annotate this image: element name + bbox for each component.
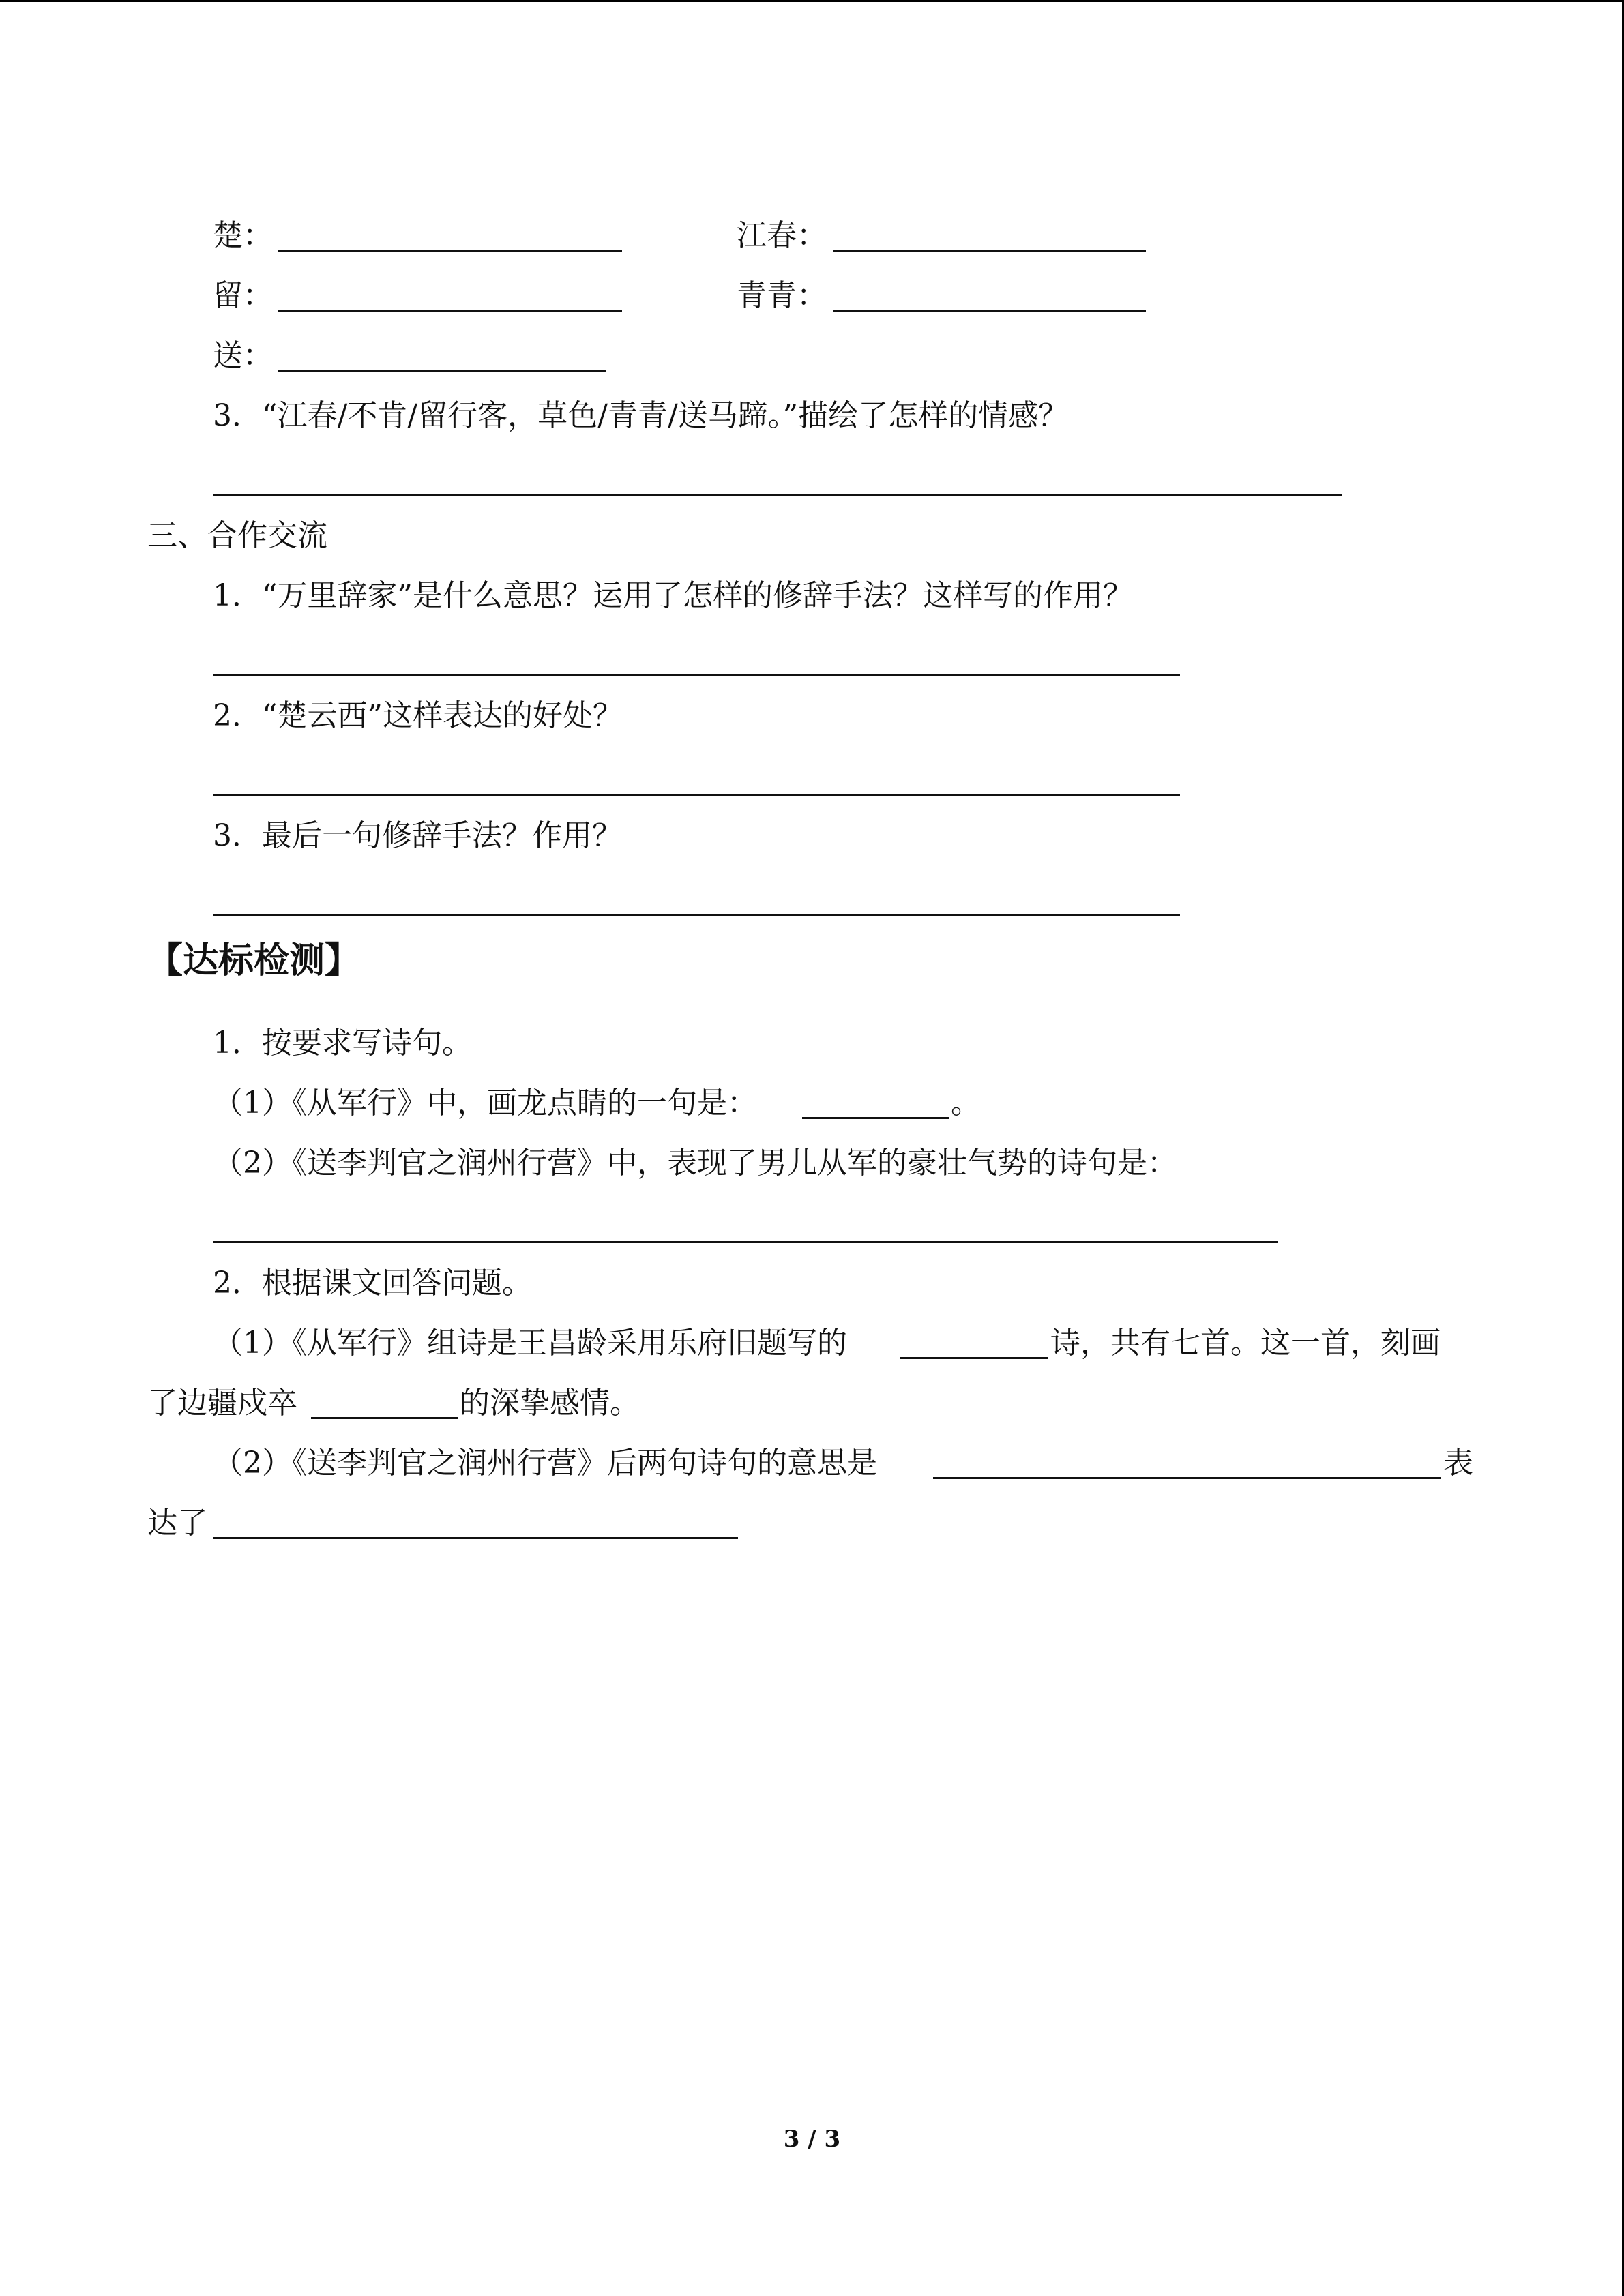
blank-q2-1-emotion[interactable] [311,1417,458,1419]
section-heading-cooperation: 三、合作交流 [147,518,327,553]
test-question-2: 2．根据课文回答问题。 [213,1266,532,1300]
blank-q1-1[interactable] [802,1117,949,1119]
answer-line-coop-1[interactable] [213,674,1180,676]
blank-q2-1-genre[interactable] [900,1357,1048,1359]
blank-q2-2-meaning[interactable] [933,1477,1441,1479]
vocab-liu-label: 留： [213,278,273,313]
test-question-1-1-end: 。 [951,1086,981,1120]
vocab-song-label: 送： [213,338,273,373]
vocab-jiangchun-label: 江春： [737,218,827,253]
coop-question-1: 1．“万里辞家”是什么意思？运用了怎样的修辞手法？这样写的作用？ [213,578,1133,613]
vocab-chu-blank[interactable] [278,250,622,252]
section-heading-test: 【达标检测】 [147,940,361,981]
vocab-liu-blank[interactable] [278,310,622,312]
answer-line-q3[interactable] [213,494,1342,496]
answer-line-coop-3[interactable] [213,914,1180,916]
test-question-2-1-text-b: 诗，共有七首。这一首，刻画 [1050,1326,1441,1360]
test-question-1-1-text: （1）《从军行》中，画龙点睛的一句是： [213,1086,757,1120]
test-question-2-1-text-a: （1）《从军行》组诗是王昌龄采用乐府旧题写的 [213,1326,847,1360]
coop-question-2: 2．“楚云西”这样表达的好处？ [213,698,623,733]
test-question-1-2-text: （2）《送李判官之润州行营》中，表现了男儿从军的豪壮气势的诗句是： [213,1146,1177,1180]
answer-line-q1-2[interactable] [213,1241,1278,1243]
vocab-jiangchun-blank[interactable] [833,250,1146,252]
answer-line-coop-2[interactable] [213,794,1180,796]
coop-question-3: 3．最后一句修辞手法？作用？ [213,818,622,853]
blank-q2-2-expresses[interactable] [213,1537,738,1539]
test-question-2-2-text-b: 表 [1443,1446,1473,1480]
test-question-2-2-text-c: 达了 [147,1506,207,1540]
test-question-2-2-text-a: （2）《送李判官之润州行营》后两句诗句的意思是 [213,1446,877,1480]
vocab-qingqing-label: 青青： [737,278,827,313]
page-number: 3 / 3 [783,2126,841,2153]
test-question-2-1-text-d: 的深挚感情。 [460,1386,640,1420]
vocab-qingqing-blank[interactable] [833,310,1146,312]
test-question-2-1-text-c: 了边疆戍卒 [147,1386,297,1420]
test-question-1: 1．按要求写诗句。 [213,1026,472,1060]
vocab-song-blank[interactable] [278,370,606,372]
question-3-emotion: 3．“江春/不肯/留行客，草色/青青/送马蹄。”描绘了怎样的情感？ [213,398,1069,433]
vocab-chu-label: 楚： [213,218,273,253]
